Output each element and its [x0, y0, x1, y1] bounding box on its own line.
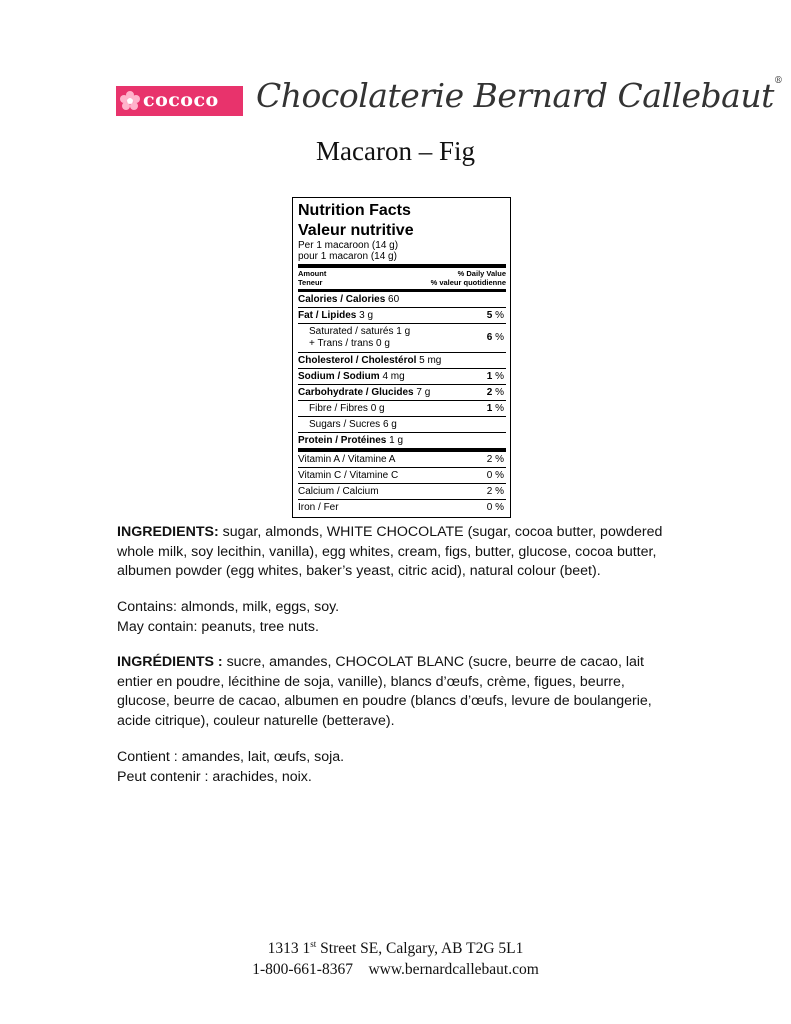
ingredients-en-paragraph — [117, 523, 677, 582]
cholesterol-label: Cholesterol / Cholestérol — [298, 355, 417, 366]
cholesterol-row — [298, 352, 506, 368]
allergens-en — [117, 598, 677, 637]
sodium-value: 4 mg — [382, 371, 405, 382]
address-street: Street SE, Calgary, AB T2G 5L1 — [316, 940, 524, 958]
saturated-pct: 6 — [486, 332, 493, 343]
ingredients-fr — [117, 653, 677, 731]
saturated-label: Saturated / saturés — [309, 326, 394, 337]
sodium-label: Sodium / Sodium — [298, 371, 380, 382]
fibre-value: 0 g — [370, 403, 385, 414]
carbohydrate-pct: 2 — [486, 387, 493, 398]
trans-label: + Trans / trans — [309, 338, 374, 349]
daily-value-label-fr: % valeur quotidienne — [430, 277, 506, 287]
serving-size-en: Per 1 macaroon (14 g) — [298, 240, 399, 251]
sugars-row — [298, 416, 506, 432]
fat-value: 3 g — [359, 310, 374, 321]
pct-sign: % — [495, 371, 504, 382]
carbohydrate-value: 7 g — [416, 387, 431, 398]
iron-label: Iron / Fer — [298, 502, 339, 513]
registered-mark: ® — [773, 76, 783, 86]
sugars-label: Sugars / Sucres — [309, 419, 381, 430]
contains-fr: Contient : amandes, lait, œufs, soja. — [117, 749, 345, 765]
fat-row — [298, 307, 506, 323]
fibre-pct: 1 — [486, 403, 493, 414]
brand-logo-text: Chocolaterie Bernard Callebaut — [256, 76, 774, 115]
vitamin-row — [298, 452, 506, 467]
ingredients-en — [117, 523, 677, 582]
iron-value: 0 % — [486, 502, 504, 513]
calories-value: 60 — [388, 294, 400, 305]
protein-value: 1 g — [389, 435, 404, 446]
carbohydrate-row — [298, 384, 506, 400]
address-number: 1313 1 — [267, 940, 311, 958]
amount-label-en: Amount — [298, 269, 327, 278]
calcium-label: Calcium / Calcium — [298, 486, 379, 497]
pct-sign: % — [495, 310, 504, 321]
flower-icon — [119, 90, 141, 112]
serving-size-fr: pour 1 macaron (14 g) — [298, 251, 397, 262]
ingredients-en-label: INGREDIENTS: — [117, 524, 219, 540]
nutrition-facts-table — [292, 197, 511, 518]
vitamin-row — [298, 499, 506, 515]
vitamin-row — [298, 467, 506, 483]
trans-value: 0 g — [375, 338, 390, 349]
footer-contact — [0, 961, 791, 979]
nutrition-title-fr: Valeur nutritive — [298, 222, 414, 239]
amount-label-fr: Teneur — [298, 277, 323, 287]
sugars-value: 6 g — [382, 419, 397, 430]
nutrition-title-en: Nutrition Facts — [298, 202, 411, 219]
phone-number: 1-800-661-8367 — [252, 961, 353, 978]
vitamin-row — [298, 483, 506, 499]
vitamin-c-label: Vitamin C / Vitamine C — [298, 470, 399, 481]
website-link[interactable]: www.bernardcallebaut.com — [368, 961, 539, 978]
saturated-trans-row — [298, 323, 506, 352]
footer-address — [0, 939, 791, 958]
ingredients-fr-label: INGRÉDIENTS : — [117, 654, 223, 670]
page-title: Macaron – Fig — [316, 136, 475, 166]
may-contain-en: May contain: peanuts, tree nuts. — [117, 618, 319, 635]
fat-pct: 5 — [486, 310, 493, 321]
cococo-logo-text: cococo — [143, 89, 219, 111]
ingredients-fr-paragraph — [117, 653, 677, 731]
vitamin-c-value: 0 % — [486, 470, 504, 481]
protein-label: Protein / Protéines — [298, 435, 387, 446]
cholesterol-value: 5 mg — [419, 355, 442, 366]
contains-en: Contains: almonds, milk, eggs, soy. — [117, 599, 340, 615]
brand-logo — [256, 76, 782, 115]
vitamin-a-value: 2 % — [486, 454, 504, 465]
column-header — [298, 268, 506, 289]
pct-sign: % — [495, 387, 504, 398]
saturated-value: 1 g — [396, 326, 411, 337]
fibre-row — [298, 400, 506, 416]
vitamin-a-label: Vitamin A / Vitamine A — [298, 454, 396, 465]
daily-value-label-en: % Daily Value — [457, 269, 506, 278]
sodium-row — [298, 368, 506, 384]
calcium-value: 2 % — [486, 486, 504, 497]
fat-label: Fat / Lipides — [298, 310, 357, 321]
fibre-label: Fibre / Fibres — [309, 403, 368, 414]
pct-sign: % — [495, 403, 504, 414]
pct-sign: % — [495, 332, 504, 343]
protein-row — [298, 432, 506, 448]
may-contain-fr: Peut contenir : arachides, noix. — [117, 768, 312, 785]
sodium-pct: 1 — [486, 371, 493, 382]
calories-row — [298, 292, 506, 307]
address-superscript: st — [310, 939, 317, 949]
header-logos — [116, 76, 783, 122]
calories-label: Calories / Calories — [298, 294, 386, 305]
allergens-fr — [117, 748, 677, 787]
ingredients-fr-text: sucre, amandes, CHOCOLAT BLANC (sucre, beurre de cacao, lait entier en poudre, lécithine de soja, vanille), blancs d’œufs, crème, figues, beurre, glucose, beurre de cacao, albumen en poudre (blancs d’œufs, levure de boulangerie, acide citrique), couleur naturelle (betterave). — [117, 654, 652, 729]
ingredients-en-text: sugar, almonds, WHITE CHOCOLATE (sugar, cocoa butter, powdered whole milk, soy lecithin, vanilla), egg whites, cream, figs, butter, glucose, cocoa butter, albumen powder (egg whites, baker’s yeast, citric acid), natural colour (beet). — [117, 524, 663, 579]
cococo-logo — [116, 86, 243, 116]
carbohydrate-label: Carbohydrate / Glucides — [298, 387, 414, 398]
